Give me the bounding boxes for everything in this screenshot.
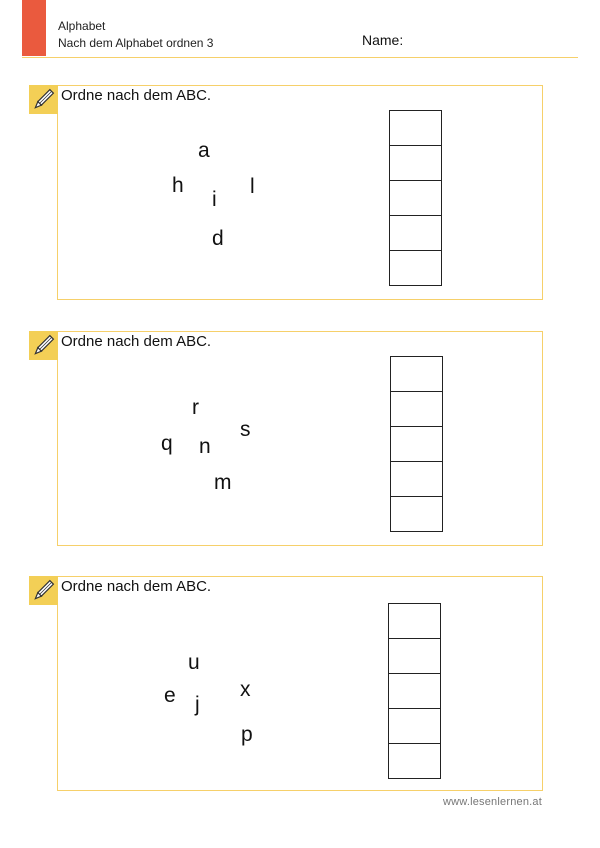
task-3	[57, 576, 543, 791]
task-2	[57, 331, 543, 546]
answer-column	[389, 110, 442, 286]
letter-tile: m	[214, 471, 232, 494]
letter-tile: p	[241, 723, 253, 746]
letter-tile: q	[161, 432, 173, 455]
pencil-icon	[29, 576, 58, 605]
footer-website: www.lesenlernen.at	[443, 796, 542, 808]
answer-box[interactable]	[389, 110, 442, 146]
answer-box[interactable]	[389, 215, 442, 251]
letter-tile: s	[240, 418, 251, 441]
answer-box[interactable]	[390, 391, 443, 427]
answer-box[interactable]	[389, 145, 442, 181]
header-divider	[22, 57, 578, 58]
answer-box[interactable]	[388, 638, 441, 674]
task-instruction: Ordne nach dem ABC.	[61, 578, 212, 595]
accent-tab	[22, 0, 46, 56]
answer-box[interactable]	[390, 426, 443, 462]
answer-box[interactable]	[389, 180, 442, 216]
letter-tile: n	[199, 435, 211, 458]
answer-box[interactable]	[390, 356, 443, 392]
letter-tile: i	[212, 188, 217, 211]
letter-tile: a	[198, 139, 210, 162]
task-1	[57, 85, 543, 300]
sheet-title: Nach dem Alphabet ordnen 3	[58, 36, 214, 50]
answer-column	[388, 603, 441, 779]
answer-box[interactable]	[388, 708, 441, 744]
answer-box[interactable]	[390, 496, 443, 532]
task-instruction: Ordne nach dem ABC.	[61, 87, 212, 104]
name-label: Name:	[362, 32, 404, 48]
answer-box[interactable]	[389, 250, 442, 286]
answer-box[interactable]	[390, 461, 443, 497]
sheet-category: Alphabet	[58, 19, 106, 33]
letter-tile: h	[172, 174, 184, 197]
letter-tile: j	[195, 693, 200, 716]
pencil-icon	[29, 85, 58, 114]
letter-tile: e	[164, 684, 176, 707]
answer-box[interactable]	[388, 673, 441, 709]
letter-tile: x	[240, 678, 251, 701]
pencil-icon	[29, 331, 58, 360]
letter-tile: u	[188, 651, 200, 674]
letter-tile: l	[250, 175, 255, 198]
letter-tile: r	[192, 396, 199, 419]
letter-tile: d	[212, 227, 224, 250]
answer-column	[390, 356, 443, 532]
answer-box[interactable]	[388, 603, 441, 639]
answer-box[interactable]	[388, 743, 441, 779]
task-instruction: Ordne nach dem ABC.	[61, 333, 212, 350]
